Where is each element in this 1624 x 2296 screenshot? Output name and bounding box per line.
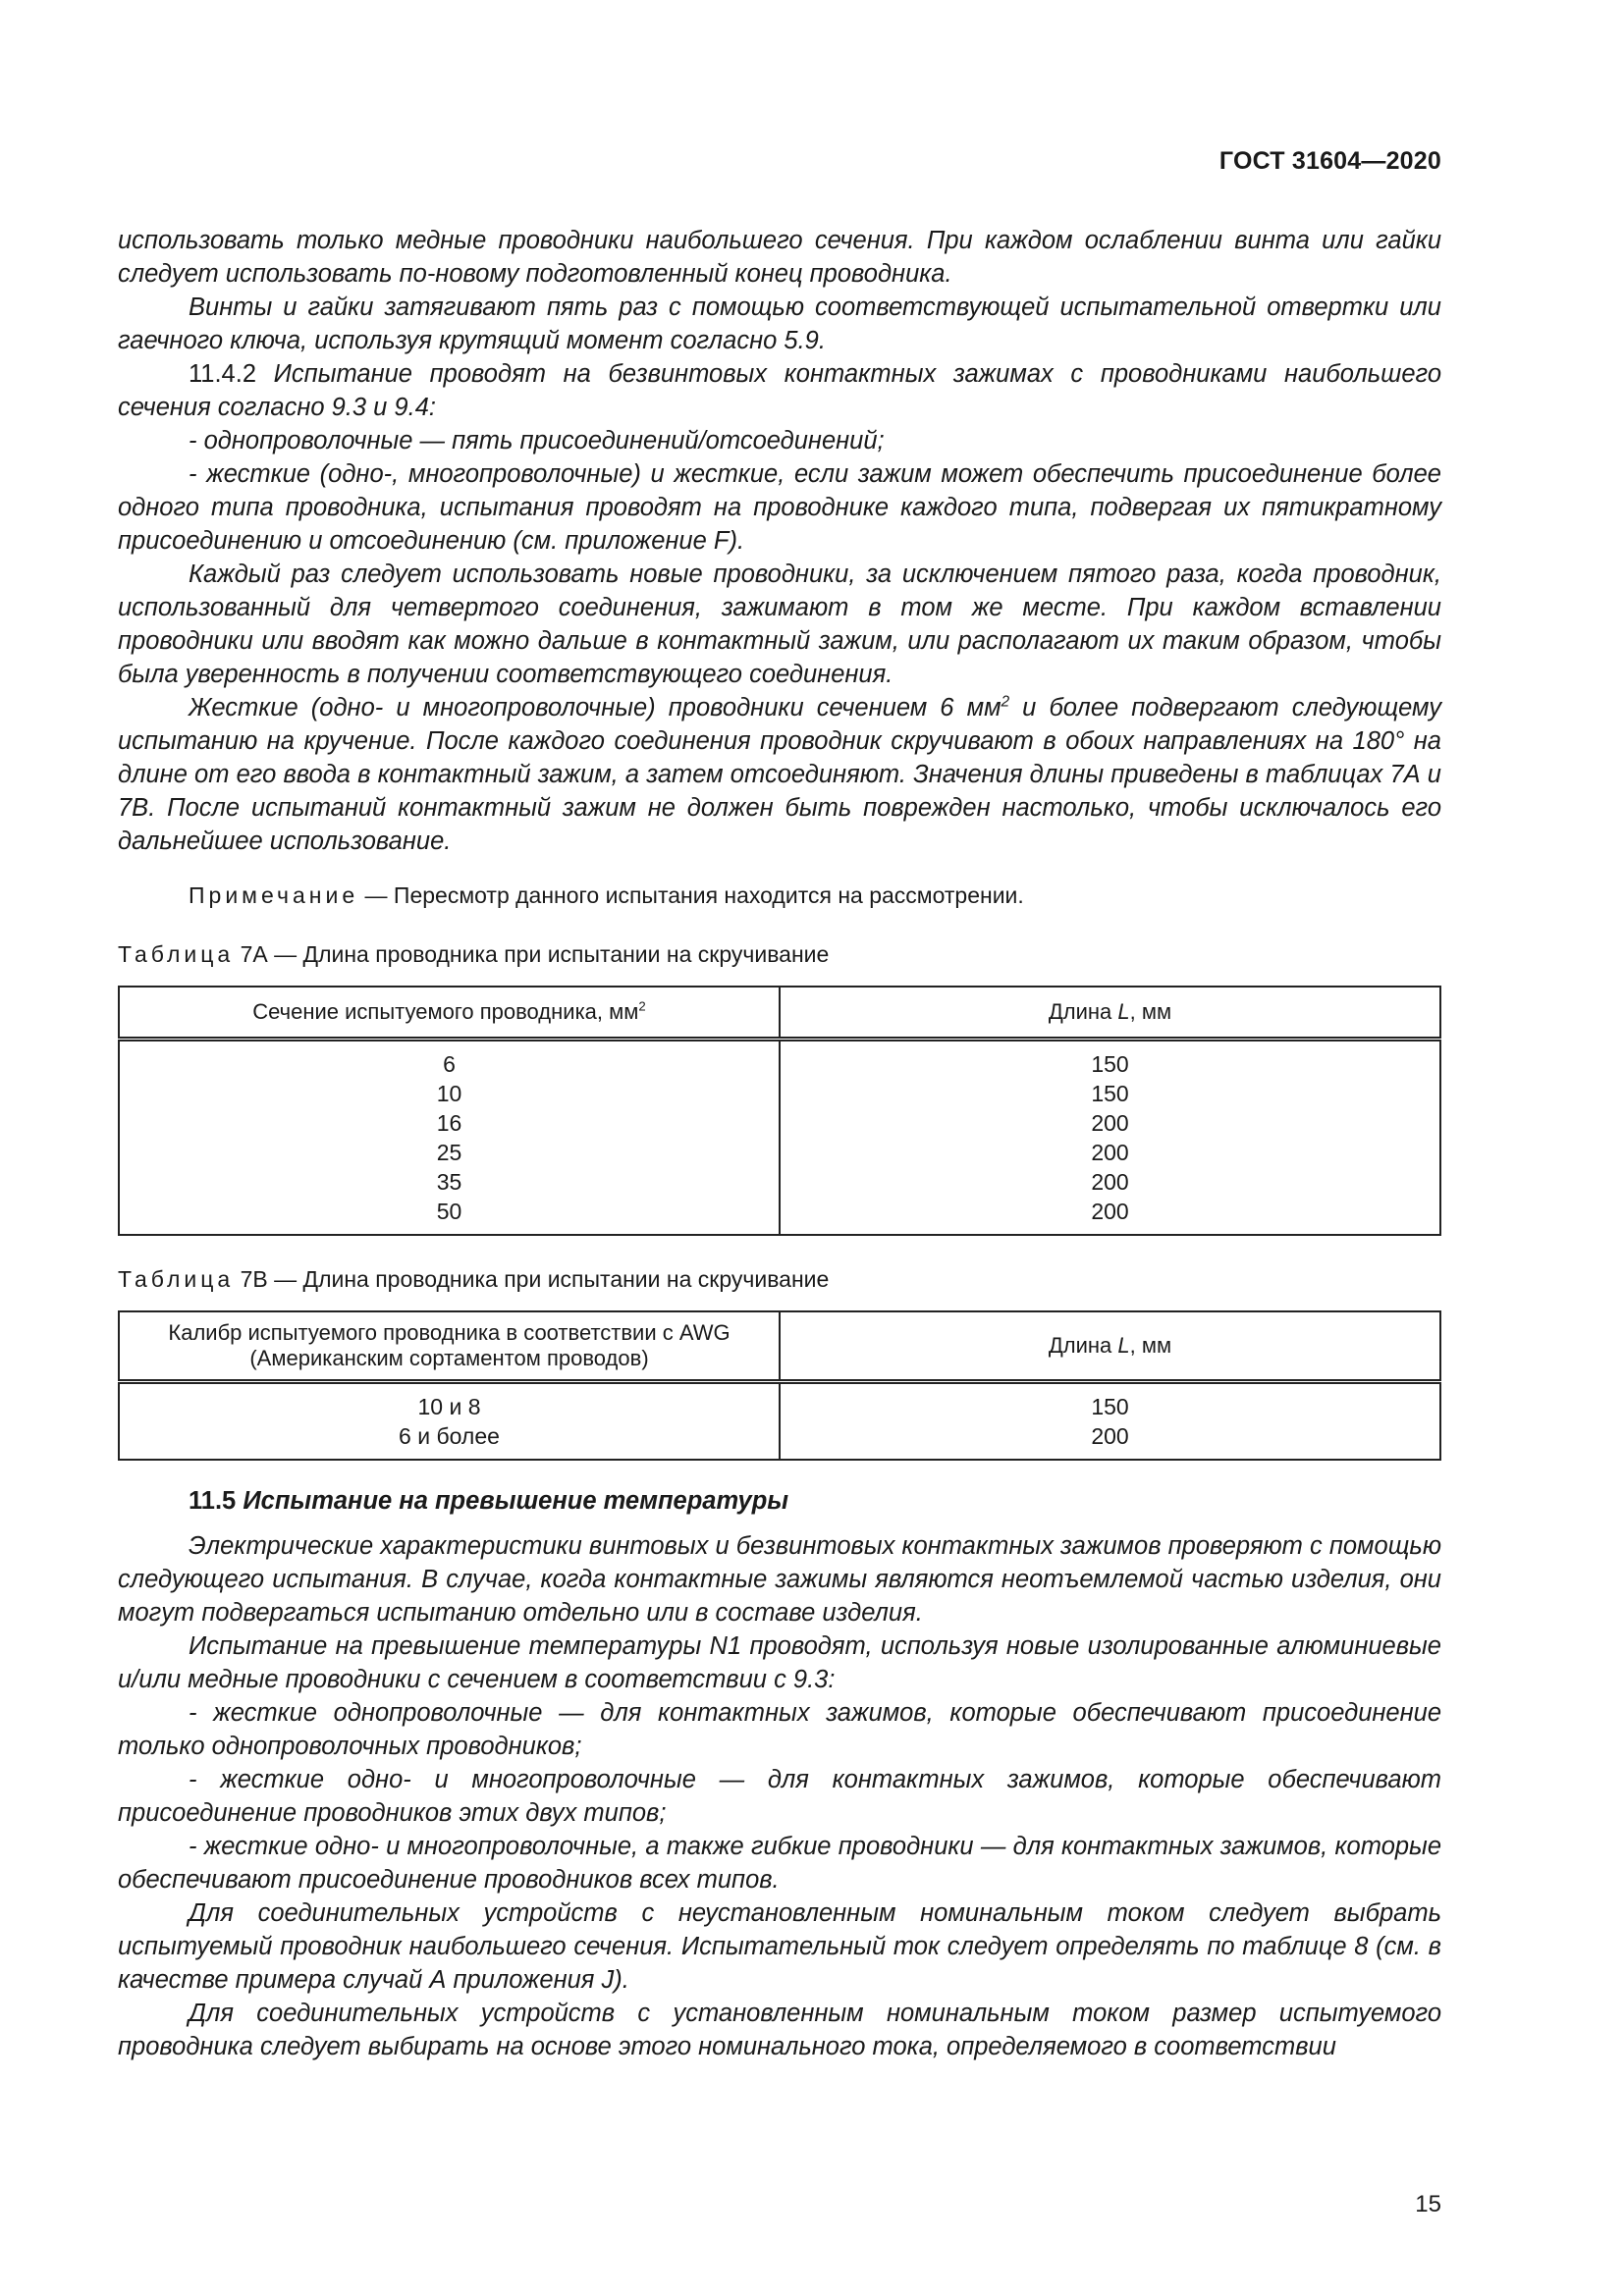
page-number: 15 <box>1415 2191 1441 2217</box>
paragraph: Испытание на превышение температуры N1 проводят, используя новые изолированные алюминиевые и/или медные проводники с сечением в соответствии с 9.3: <box>118 1632 1441 1693</box>
superscript: 2 <box>1001 693 1010 711</box>
twist-paragraph <box>118 691 1441 858</box>
table-row <box>119 1079 1440 1108</box>
table-header-cell: Сечение испытуемого проводника, $мм^2$ <box>119 987 780 1040</box>
paragraph: Винты и гайки затягивают пять раз с помощью соответствующей испытательной отвертки или гаечного ключа, используя крутящий момент согласно 5.9. <box>118 294 1441 354</box>
table-cell: 200 <box>780 1108 1440 1138</box>
table-cell: 6 и более <box>119 1421 780 1460</box>
table-cell: 16 <box>119 1108 780 1138</box>
list-item: - жесткие (одно-, многопроволочные) и жесткие, если зажим может обеспечить присоединение более одного типа проводника, испытания проводят на проводнике каждого типа, подвергая их пятикратному присоединению и отсоединению (см. приложение F). <box>118 460 1441 555</box>
caption-text: 7В — Длина проводника при испытании на скручивание <box>234 1266 830 1292</box>
paragraph-text: Испытание проводят на безвинтовых контактных зажимах с проводниками наибольшего сечения согласно 9.3 и 9.4: <box>118 360 1442 421</box>
paragraph-text: и более подвергают следующему испытанию на кручение. После каждого соединения проводник скручивают в обоих направлениях на 180° на длине от его ввода в контактный зажим, а затем отсоединяют. Значения длины приведены в таблицах 7А и 7В. После испытаний контактный зажим не должен быть поврежден настолько, чтобы исключалось его дальнейшее использование. <box>118 694 1441 855</box>
table-cell: 200 <box>780 1138 1440 1167</box>
paragraph-11-4-2 <box>118 357 1441 424</box>
table-cell: 10 и 8 <box>119 1382 780 1422</box>
section-number: 11.5 <box>189 1487 237 1515</box>
caption-label: Таблица <box>118 941 235 967</box>
section-title: Испытание на превышение температуры <box>243 1487 789 1515</box>
paragraph-text: Жесткие (одно- и многопроволочные) проводники сечением 6 мм <box>189 694 1001 721</box>
caption-text: 7А — Длина проводника при испытании на скручивание <box>234 941 830 967</box>
note <box>118 880 1441 911</box>
table-7a <box>118 986 1441 1236</box>
table-cell: 10 <box>119 1079 780 1108</box>
table-row <box>119 1197 1440 1235</box>
document-header: ГОСТ 31604—2020 <box>1218 147 1441 175</box>
paragraph: Для соединительных устройств с установленным номинальным током размер испытуемого проводника следует выбирать на основе этого номинального тока, определяемого в соответствии <box>118 2000 1441 2060</box>
paragraph: Для соединительных устройств с неустановленным номинальным током следует выбрать испытуемый проводник наибольшего сечения. Испытательный ток следует определять по таблице 8 (см. в качестве примера случай А приложения J). <box>118 1899 1441 1994</box>
table-cell: 200 <box>780 1167 1440 1197</box>
table-7a-caption <box>118 938 1441 970</box>
list-item: - жесткие однопроволочные — для контактных зажимов, которые обеспечивают присоединение только однопроволочных проводников; <box>118 1699 1441 1760</box>
table-header-cell: Длина L, мм <box>780 1311 1440 1382</box>
table-cell: 200 <box>780 1421 1440 1460</box>
table-row <box>119 1108 1440 1138</box>
table-row <box>119 1167 1440 1197</box>
table-header-cell: Длина L, мм <box>780 987 1440 1040</box>
caption-label: Таблица <box>118 1266 235 1292</box>
paragraph: Электрические характеристики винтовых и безвинтовых контактных зажимов проверяют с помощью следующего испытания. В случае, когда контактные зажимы являются неотъемлемой частью изделия, они могут подвергаться испытанию отдельно или в составе изделия. <box>118 1532 1441 1627</box>
table-cell: 50 <box>119 1197 780 1235</box>
table-row <box>119 1421 1440 1460</box>
list-item: - жесткие одно- и многопроволочные — для контактных зажимов, которые обеспечивают присоединение проводников этих двух типов; <box>118 1766 1441 1827</box>
table-cell: 200 <box>780 1197 1440 1235</box>
table-cell: 25 <box>119 1138 780 1167</box>
table-cell: 6 <box>119 1040 780 1080</box>
table-7b <box>118 1310 1441 1461</box>
clause-number: 11.4.2 <box>189 360 274 388</box>
table-7b-caption <box>118 1263 1441 1295</box>
document-body <box>118 224 1441 2063</box>
paragraph: Каждый раз следует использовать новые проводники, за исключением пятого раза, когда проводник, использованный для четвертого соединения, зажимают в том же месте. При каждом вставлении проводники или вводят как можно дальше в контактный зажим, или располагают их таким образом, чтобы была уверенность в получении соответствующего соединения. <box>118 561 1441 688</box>
table-cell: 35 <box>119 1167 780 1197</box>
table-row <box>119 1138 1440 1167</box>
table-header-cell: Калибр испытуемого проводника в соответствии с AWG (Американским сортаментом проводов) <box>119 1311 780 1382</box>
paragraph: использовать только медные проводники наибольшего сечения. При каждом ослаблении винта или гайки следует использовать по-новому подготовленный конец проводника. <box>118 227 1441 288</box>
table-cell: 150 <box>780 1079 1440 1108</box>
table-row <box>119 1040 1440 1080</box>
list-item: - однопроволочные — пять присоединений/отсоединений; <box>189 427 885 454</box>
table-cell: 150 <box>780 1040 1440 1080</box>
section-heading <box>118 1484 1441 1518</box>
list-item: - жесткие одно- и многопроволочные, а также гибкие проводники — для контактных зажимов, которые обеспечивают присоединение проводников всех типов. <box>118 1833 1441 1894</box>
table-cell: 150 <box>780 1382 1440 1422</box>
note-label: Примечание <box>189 882 359 908</box>
table-row <box>119 1382 1440 1422</box>
note-text: — Пересмотр данного испытания находится на рассмотрении. <box>358 882 1024 908</box>
